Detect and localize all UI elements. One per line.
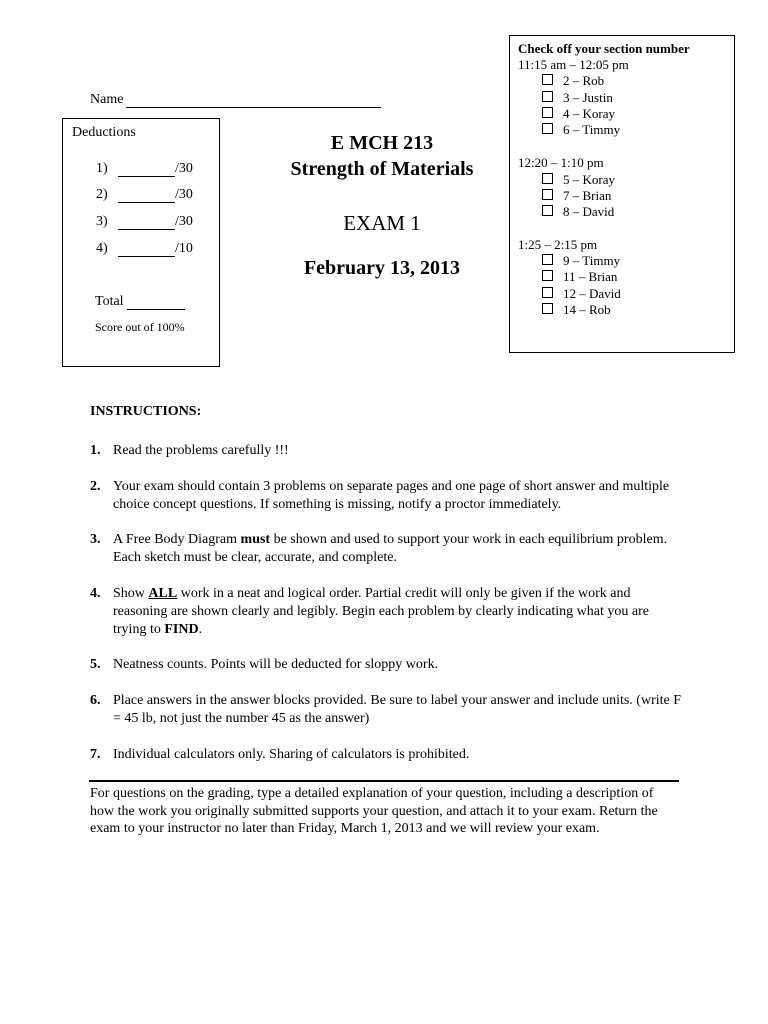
section-option[interactable]: 2 – Rob [542, 73, 604, 89]
section-option[interactable]: 8 – David [542, 204, 614, 220]
total-label: Total [95, 294, 124, 309]
checkbox[interactable] [542, 205, 553, 216]
deduction-line-4: 4) /10 [96, 241, 193, 256]
checkbox[interactable] [542, 303, 553, 314]
section-option[interactable]: 6 – Timmy [542, 122, 620, 138]
name-label: Name [90, 92, 124, 107]
exam-date: February 13, 2013 [303, 257, 461, 279]
name-blank-line[interactable] [126, 93, 381, 108]
deduction-line-3: 3) /30 [96, 214, 193, 229]
emphasis-all: ALL [148, 586, 178, 601]
total-line [95, 294, 185, 310]
score-note: Score out of 100% [95, 320, 185, 334]
deductions-title: Deductions [72, 125, 136, 140]
checkbox[interactable] [542, 189, 553, 200]
course-code: E MCH 213 [330, 132, 434, 154]
checkbox[interactable] [542, 173, 553, 184]
checkbox[interactable] [542, 287, 553, 298]
section-option[interactable]: 12 – David [542, 286, 621, 302]
emphasis-find: FIND [164, 622, 199, 637]
section-time-label: 12:20 – 1:10 pm [518, 155, 604, 170]
emphasis-must: must [240, 532, 271, 547]
section-option[interactable]: 7 – Brian [542, 188, 611, 204]
deduction-line-2: 2) /30 [96, 187, 193, 202]
grading-note: For questions on the grading, type a detailed explanation of your question, including a description of how the work you originally submitted supports your question, and attach it to your exam. Return the exam to your instructor no later than Friday, March 1, 2013 and we will review your exam. [90, 786, 658, 836]
checkbox[interactable] [542, 74, 553, 85]
section-option[interactable]: 9 – Timmy [542, 253, 620, 269]
exam-name: EXAM 1 [343, 211, 421, 235]
deduction-blank[interactable] [118, 243, 175, 257]
checkbox[interactable] [542, 107, 553, 118]
section-option[interactable]: 4 – Koray [542, 106, 615, 122]
course-name: Strength of Materials [290, 158, 474, 180]
section-option[interactable]: 11 – Brian [542, 269, 617, 285]
section-option[interactable]: 14 – Rob [542, 302, 611, 318]
deduction-blank[interactable] [118, 189, 175, 203]
section-box-title: Check off your section number [518, 41, 690, 56]
section-time-label: 1:25 – 2:15 pm [518, 237, 598, 252]
section-time-label: 11:15 am – 12:05 pm [518, 57, 629, 72]
checkbox[interactable] [542, 91, 553, 102]
divider [89, 780, 679, 782]
checkbox[interactable] [542, 254, 553, 265]
section-option[interactable]: 5 – Koray [542, 172, 615, 188]
name-field[interactable] [90, 92, 381, 108]
total-blank[interactable] [127, 296, 185, 310]
section-option[interactable]: 3 – Justin [542, 90, 613, 106]
checkbox[interactable] [542, 123, 553, 134]
deduction-blank[interactable] [118, 163, 175, 177]
deduction-line-1: 1) /30 [96, 161, 193, 176]
section-box [509, 35, 735, 353]
deductions-box [62, 118, 220, 367]
checkbox[interactable] [542, 270, 553, 281]
instructions-heading: INSTRUCTIONS: [90, 404, 202, 419]
deduction-blank[interactable] [118, 216, 175, 230]
